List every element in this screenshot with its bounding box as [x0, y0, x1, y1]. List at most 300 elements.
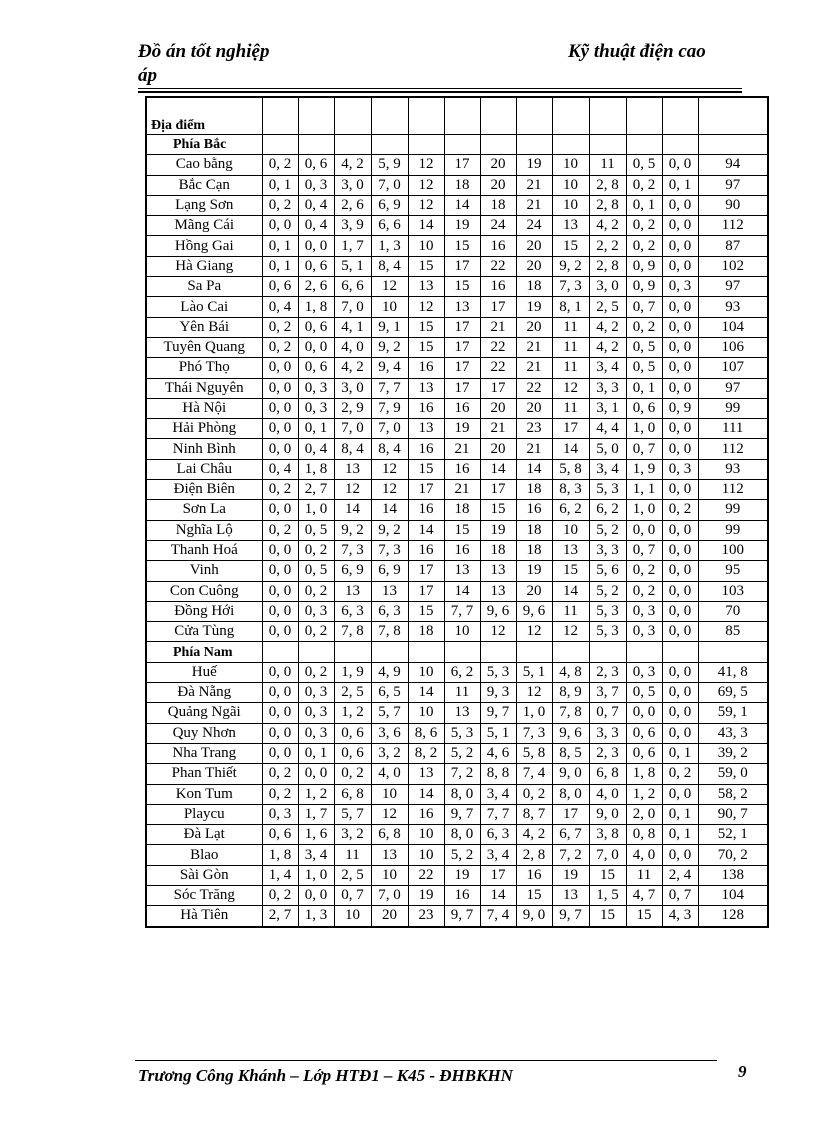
data-cell: 100 — [698, 540, 768, 560]
data-cell: 5, 7 — [371, 703, 408, 723]
data-cell: 20 — [480, 175, 516, 195]
data-cell: 12 — [371, 480, 408, 500]
data-cell: 19 — [516, 297, 552, 317]
section-cell — [626, 642, 662, 662]
table-row — [146, 845, 768, 865]
data-cell: 0, 6 — [262, 825, 298, 845]
section-cell — [262, 135, 298, 155]
location-name: Cửa Tùng — [146, 622, 262, 642]
data-cell: 7, 4 — [516, 764, 552, 784]
data-cell: 14 — [334, 500, 371, 520]
data-cell: 6, 6 — [371, 216, 408, 236]
section-cell — [552, 642, 589, 662]
data-cell: 13 — [444, 297, 480, 317]
data-cell: 14 — [408, 784, 444, 804]
data-cell: 0, 2 — [626, 581, 662, 601]
data-cell: 0, 5 — [626, 155, 662, 175]
data-cell: 7, 7 — [444, 601, 480, 621]
data-cell: 5, 2 — [589, 581, 626, 601]
location-name: Sóc Trăng — [146, 885, 262, 905]
data-cell: 12 — [334, 480, 371, 500]
data-cell: 11 — [334, 845, 371, 865]
data-cell: 11 — [552, 317, 589, 337]
data-cell: 0, 6 — [262, 277, 298, 297]
data-cell: 0, 0 — [262, 561, 298, 581]
data-cell: 9, 0 — [589, 804, 626, 824]
data-cell: 17 — [480, 480, 516, 500]
data-cell: 11 — [552, 337, 589, 357]
section-cell — [698, 642, 768, 662]
section-cell — [516, 135, 552, 155]
data-cell: 0, 2 — [662, 500, 698, 520]
data-cell: 0, 0 — [662, 358, 698, 378]
data-cell: 2, 5 — [334, 865, 371, 885]
data-cell: 0, 3 — [298, 723, 334, 743]
data-cell: 111 — [698, 419, 768, 439]
data-cell: 1, 6 — [298, 825, 334, 845]
data-cell: 0, 3 — [298, 683, 334, 703]
data-cell: 0, 0 — [662, 703, 698, 723]
data-cell: 5, 3 — [589, 480, 626, 500]
data-cell: 0, 0 — [662, 236, 698, 256]
header-cell — [371, 97, 408, 135]
table-row — [146, 622, 768, 642]
data-cell: 9, 4 — [371, 358, 408, 378]
location-name: Hải Phòng — [146, 419, 262, 439]
data-cell: 6, 2 — [444, 662, 480, 682]
data-cell: 4, 0 — [371, 764, 408, 784]
data-cell: 16 — [516, 865, 552, 885]
data-cell: 4, 2 — [589, 317, 626, 337]
data-cell: 1, 8 — [626, 764, 662, 784]
table-row — [146, 743, 768, 763]
data-cell: 21 — [444, 480, 480, 500]
data-cell: 16 — [444, 885, 480, 905]
data-cell: 15 — [480, 500, 516, 520]
data-cell: 16 — [516, 500, 552, 520]
data-cell: 97 — [698, 277, 768, 297]
data-cell: 21 — [444, 439, 480, 459]
data-cell: 6, 9 — [334, 561, 371, 581]
section-title: Phía Nam — [146, 642, 262, 662]
data-cell: 0, 0 — [662, 581, 698, 601]
data-cell: 9, 6 — [480, 601, 516, 621]
data-cell: 1, 3 — [371, 236, 408, 256]
doc-subject: Kỹ thuật điện cao — [568, 41, 706, 62]
header-cell — [552, 97, 589, 135]
data-cell: 0, 0 — [662, 561, 698, 581]
data-cell: 2, 2 — [589, 236, 626, 256]
data-cell: 0, 0 — [262, 662, 298, 682]
data-cell: 17 — [408, 480, 444, 500]
section-cell — [698, 135, 768, 155]
data-cell: 7, 8 — [371, 622, 408, 642]
data-cell: 20 — [516, 581, 552, 601]
data-cell: 9, 2 — [552, 256, 589, 276]
data-cell: 8, 0 — [444, 784, 480, 804]
data-cell: 0, 0 — [662, 845, 698, 865]
data-cell: 13 — [408, 764, 444, 784]
data-cell: 1, 1 — [626, 480, 662, 500]
data-cell: 0, 0 — [262, 601, 298, 621]
data-cell: 0, 7 — [589, 703, 626, 723]
data-cell: 4, 8 — [552, 662, 589, 682]
location-name: Kon Tum — [146, 784, 262, 804]
location-name: Nghĩa Lộ — [146, 520, 262, 540]
data-cell: 3, 0 — [334, 378, 371, 398]
data-cell: 0, 0 — [262, 703, 298, 723]
data-cell: 0, 4 — [298, 195, 334, 215]
data-cell: 20 — [516, 236, 552, 256]
location-name: Hà Nội — [146, 398, 262, 418]
section-cell — [371, 642, 408, 662]
data-cell: 19 — [408, 885, 444, 905]
data-cell: 0, 3 — [662, 459, 698, 479]
data-cell: 3, 2 — [371, 743, 408, 763]
location-name: Tuyên Quang — [146, 337, 262, 357]
data-cell: 18 — [480, 195, 516, 215]
data-cell: 4, 7 — [626, 885, 662, 905]
data-cell: 6, 9 — [371, 561, 408, 581]
section-cell — [298, 642, 334, 662]
data-cell: 15 — [408, 317, 444, 337]
table-row — [146, 500, 768, 520]
data-cell: 8, 3 — [552, 480, 589, 500]
data-cell: 2, 7 — [298, 480, 334, 500]
data-cell: 6, 2 — [589, 500, 626, 520]
data-cell: 112 — [698, 216, 768, 236]
data-cell: 6, 8 — [589, 764, 626, 784]
data-cell: 0, 0 — [298, 337, 334, 357]
data-cell: 6, 6 — [334, 277, 371, 297]
data-cell: 24 — [480, 216, 516, 236]
data-cell: 7, 0 — [371, 419, 408, 439]
table-row — [146, 581, 768, 601]
location-name: Ninh Bình — [146, 439, 262, 459]
data-cell: 58, 2 — [698, 784, 768, 804]
data-cell: 15 — [589, 865, 626, 885]
table-row — [146, 256, 768, 276]
data-cell: 1, 3 — [298, 906, 334, 927]
data-cell: 5, 9 — [371, 155, 408, 175]
data-cell: 17 — [408, 581, 444, 601]
data-cell: 0, 1 — [626, 378, 662, 398]
data-cell: 8, 4 — [371, 439, 408, 459]
data-cell: 12 — [408, 297, 444, 317]
table-row — [146, 480, 768, 500]
section-cell — [371, 135, 408, 155]
data-cell: 16 — [408, 358, 444, 378]
data-cell: 17 — [480, 378, 516, 398]
data-cell: 2, 6 — [298, 277, 334, 297]
data-cell: 0, 7 — [334, 885, 371, 905]
data-cell: 2, 9 — [334, 398, 371, 418]
data-cell: 7, 3 — [371, 540, 408, 560]
data-cell: 0, 0 — [262, 500, 298, 520]
data-cell: 16 — [408, 439, 444, 459]
data-cell: 0, 3 — [298, 601, 334, 621]
data-cell: 9, 2 — [334, 520, 371, 540]
data-cell: 7, 2 — [444, 764, 480, 784]
data-cell: 3, 0 — [589, 277, 626, 297]
data-cell: 15 — [408, 256, 444, 276]
data-cell: 0, 6 — [298, 317, 334, 337]
data-cell: 17 — [444, 378, 480, 398]
location-name: Đà Lạt — [146, 825, 262, 845]
data-cell: 19 — [516, 155, 552, 175]
location-name: Điện Biên — [146, 480, 262, 500]
data-cell: 0, 6 — [626, 723, 662, 743]
data-cell: 17 — [480, 865, 516, 885]
data-cell: 1, 4 — [262, 865, 298, 885]
location-name: Đồng Hới — [146, 601, 262, 621]
data-cell: 5, 1 — [334, 256, 371, 276]
data-cell: 0, 0 — [626, 703, 662, 723]
data-cell: 12 — [371, 804, 408, 824]
data-cell: 8, 6 — [408, 723, 444, 743]
data-cell: 18 — [444, 500, 480, 520]
section-cell — [334, 642, 371, 662]
data-cell: 0, 2 — [516, 784, 552, 804]
data-cell: 5, 2 — [589, 520, 626, 540]
data-cell: 14 — [408, 520, 444, 540]
data-cell: 5, 6 — [589, 561, 626, 581]
data-cell: 0, 4 — [262, 297, 298, 317]
location-name: Hà Giang — [146, 256, 262, 276]
data-cell: 7, 0 — [334, 419, 371, 439]
data-cell: 0, 0 — [662, 662, 698, 682]
data-cell: 0, 5 — [626, 358, 662, 378]
data-cell: 0, 4 — [262, 459, 298, 479]
data-cell: 9, 6 — [552, 723, 589, 743]
data-cell: 22 — [516, 378, 552, 398]
location-name: Bắc Cạn — [146, 175, 262, 195]
data-cell: 0, 0 — [262, 358, 298, 378]
data-cell: 12 — [516, 683, 552, 703]
data-cell: 4, 3 — [662, 906, 698, 927]
data-cell: 0, 7 — [662, 885, 698, 905]
section-row — [146, 135, 768, 155]
location-name: Vinh — [146, 561, 262, 581]
data-cell: 14 — [552, 581, 589, 601]
data-cell: 0, 2 — [626, 236, 662, 256]
header-cell — [444, 97, 480, 135]
data-cell: 5, 2 — [444, 743, 480, 763]
data-cell: 2, 3 — [589, 743, 626, 763]
table-row — [146, 865, 768, 885]
location-name: Quy Nhơn — [146, 723, 262, 743]
data-cell: 18 — [516, 540, 552, 560]
data-cell: 0, 0 — [262, 581, 298, 601]
data-cell: 4, 1 — [334, 317, 371, 337]
table-row — [146, 561, 768, 581]
data-cell: 11 — [589, 155, 626, 175]
data-cell: 0, 0 — [662, 419, 698, 439]
data-cell: 0, 0 — [262, 398, 298, 418]
data-cell: 0, 6 — [334, 743, 371, 763]
data-cell: 9, 7 — [480, 703, 516, 723]
data-cell: 5, 1 — [516, 662, 552, 682]
data-cell: 7, 0 — [334, 297, 371, 317]
table-row — [146, 155, 768, 175]
data-cell: 20 — [371, 906, 408, 927]
data-cell: 0, 1 — [298, 743, 334, 763]
data-cell: 7, 8 — [552, 703, 589, 723]
data-cell: 43, 3 — [698, 723, 768, 743]
header-cell — [334, 97, 371, 135]
data-cell: 0, 2 — [262, 317, 298, 337]
data-cell: 12 — [516, 622, 552, 642]
data-cell: 10 — [334, 906, 371, 927]
data-cell: 0, 2 — [298, 540, 334, 560]
section-cell — [589, 135, 626, 155]
data-cell: 1, 8 — [262, 845, 298, 865]
location-name: Phó Thọ — [146, 358, 262, 378]
section-row — [146, 642, 768, 662]
data-cell: 99 — [698, 398, 768, 418]
data-cell: 17 — [444, 337, 480, 357]
data-cell: 13 — [408, 419, 444, 439]
data-cell: 17 — [444, 317, 480, 337]
data-cell: 4, 0 — [589, 784, 626, 804]
data-cell: 112 — [698, 480, 768, 500]
data-cell: 102 — [698, 256, 768, 276]
data-cell: 22 — [480, 256, 516, 276]
header-cell — [298, 97, 334, 135]
header-cell — [480, 97, 516, 135]
table-row — [146, 175, 768, 195]
data-cell: 87 — [698, 236, 768, 256]
data-cell: 23 — [408, 906, 444, 927]
data-cell: 12 — [552, 622, 589, 642]
data-cell: 2, 8 — [589, 256, 626, 276]
data-cell: 7, 9 — [371, 398, 408, 418]
location-name: Lạng Sơn — [146, 195, 262, 215]
data-cell: 3, 4 — [298, 845, 334, 865]
data-cell: 0, 0 — [262, 622, 298, 642]
data-cell: 1, 0 — [298, 500, 334, 520]
data-cell: 4, 4 — [589, 419, 626, 439]
data-cell: 22 — [480, 337, 516, 357]
data-cell: 90 — [698, 195, 768, 215]
data-cell: 1, 7 — [298, 804, 334, 824]
section-cell — [334, 135, 371, 155]
data-cell: 0, 3 — [626, 662, 662, 682]
data-cell: 6, 9 — [371, 195, 408, 215]
data-cell: 21 — [516, 337, 552, 357]
data-cell: 19 — [480, 520, 516, 540]
data-cell: 21 — [480, 317, 516, 337]
data-cell: 21 — [516, 358, 552, 378]
data-cell: 2, 4 — [662, 865, 698, 885]
data-cell: 0, 7 — [626, 297, 662, 317]
data-cell: 13 — [334, 459, 371, 479]
header-cell — [516, 97, 552, 135]
data-cell: 3, 3 — [589, 723, 626, 743]
data-cell: 12 — [371, 459, 408, 479]
data-cell: 17 — [480, 297, 516, 317]
data-cell: 0, 0 — [662, 540, 698, 560]
data-cell: 0, 2 — [262, 520, 298, 540]
table-row — [146, 906, 768, 927]
location-name: Phan Thiết — [146, 764, 262, 784]
data-cell: 4, 2 — [589, 216, 626, 236]
data-cell: 11 — [444, 683, 480, 703]
data-cell: 4, 9 — [371, 662, 408, 682]
data-cell: 1, 0 — [516, 703, 552, 723]
data-cell: 6, 7 — [552, 825, 589, 845]
data-cell: 97 — [698, 175, 768, 195]
data-cell: 7, 0 — [371, 885, 408, 905]
data-cell: 0, 6 — [298, 155, 334, 175]
section-cell — [480, 642, 516, 662]
data-cell: 14 — [516, 459, 552, 479]
data-cell: 18 — [444, 175, 480, 195]
data-cell: 9, 7 — [552, 906, 589, 927]
data-cell: 8, 5 — [552, 743, 589, 763]
data-cell: 10 — [552, 520, 589, 540]
data-cell: 0, 2 — [298, 581, 334, 601]
data-cell: 15 — [408, 601, 444, 621]
data-cell: 2, 8 — [589, 195, 626, 215]
data-cell: 93 — [698, 297, 768, 317]
data-cell: 0, 1 — [662, 825, 698, 845]
data-cell: 11 — [552, 601, 589, 621]
data-cell: 17 — [552, 804, 589, 824]
data-cell: 0, 0 — [662, 155, 698, 175]
section-cell — [516, 642, 552, 662]
data-cell: 3, 4 — [589, 459, 626, 479]
table-row — [146, 784, 768, 804]
data-cell: 6, 8 — [334, 784, 371, 804]
section-cell — [444, 135, 480, 155]
data-cell: 4, 0 — [334, 337, 371, 357]
data-cell: 0, 2 — [262, 784, 298, 804]
table-header-row — [146, 97, 768, 135]
data-cell: 12 — [371, 277, 408, 297]
data-cell: 0, 6 — [334, 723, 371, 743]
data-cell: 7, 3 — [334, 540, 371, 560]
data-cell: 0, 2 — [262, 337, 298, 357]
data-cell: 5, 1 — [480, 723, 516, 743]
data-cell: 16 — [408, 804, 444, 824]
data-cell: 7, 7 — [371, 378, 408, 398]
location-header: Địa điểm — [146, 97, 262, 135]
header-cell — [698, 97, 768, 135]
data-cell: 0, 0 — [662, 723, 698, 743]
data-cell: 69, 5 — [698, 683, 768, 703]
header-rule-thin — [138, 88, 742, 89]
thunderstorm-table — [145, 96, 767, 928]
data-cell: 0, 3 — [662, 277, 698, 297]
data-cell: 24 — [516, 216, 552, 236]
table-row — [146, 723, 768, 743]
data-cell: 20 — [480, 155, 516, 175]
data-cell: 13 — [371, 845, 408, 865]
data-cell: 18 — [516, 520, 552, 540]
data-cell: 0, 9 — [626, 256, 662, 276]
data-cell: 0, 2 — [298, 622, 334, 642]
data-cell: 9, 2 — [371, 520, 408, 540]
data-cell: 5, 7 — [334, 804, 371, 824]
data-cell: 0, 2 — [662, 764, 698, 784]
data-cell: 13 — [371, 581, 408, 601]
data-cell: 11 — [552, 358, 589, 378]
location-name: Hồng Gai — [146, 236, 262, 256]
data-cell: 1, 0 — [298, 865, 334, 885]
data-cell: 13 — [408, 378, 444, 398]
data-cell: 3, 8 — [589, 825, 626, 845]
